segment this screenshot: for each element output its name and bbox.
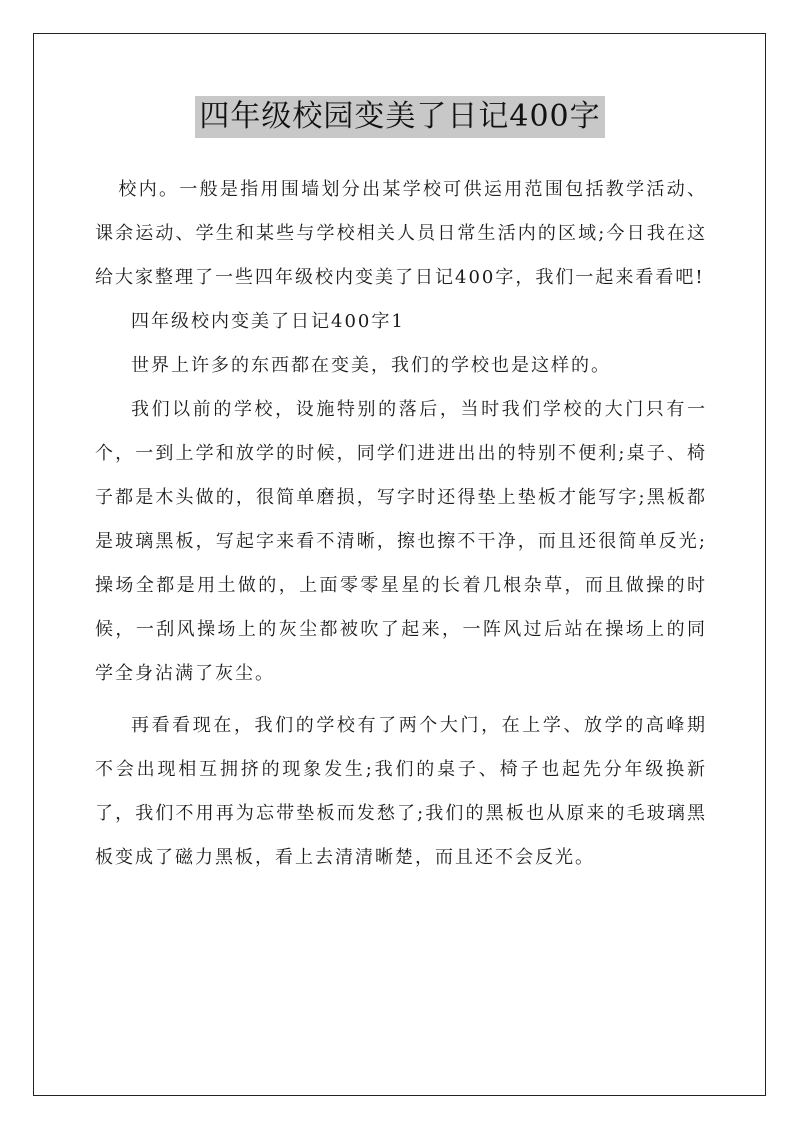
document-body [95,168,707,880]
paragraph-opening: 世界上许多的东西都在变美，我们的学校也是这样的。 [131,355,611,376]
paragraph-present: 再看看现在，我们的学校有了两个大门，在上学、放学的高峰期不会出现相互拥挤的现象发生;我们的桌子、椅子也起先分年级换新了，我们不用再为忘带垫板而发愁了;我们的黑板也从原来的毛玻璃黑板变成了磁力黑板，看上去清清晰楚，而且还不会反光。 [95,715,707,868]
paragraph-past: 我们以前的学校，设施特别的落后，当时我们学校的大门只有一个，一到上学和放学的时候，同学们进进出出的特别不便利;桌子、椅子都是木头做的，很简单磨损，写字时还得垫上垫板才能写字;黑板都是玻璃黑板，写起字来看不清晰，擦也擦不干净，而且还很简单反光;操场全都是用土做的，上面零零星星的长着几根杂草，而且做操的时候，一刮风操场上的灰尘都被吹了起来，一阵风过后站在操场上的同学全身沾满了灰尘。 [95,399,707,684]
title-container [0,96,800,138]
paragraph-intro: 校内。一般是指用围墙划分出某学校可供运用范围包括教学活动、课余运动、学生和某些与学校相关人员日常生活内的区域;今日我在这给大家整理了一些四年级校内变美了日记400字，我们一起来看看吧! [95,179,707,288]
document-title: 四年级校园变美了日记400字 [195,96,604,138]
paragraph-subtitle: 四年级校内变美了日记400字1 [131,311,405,332]
